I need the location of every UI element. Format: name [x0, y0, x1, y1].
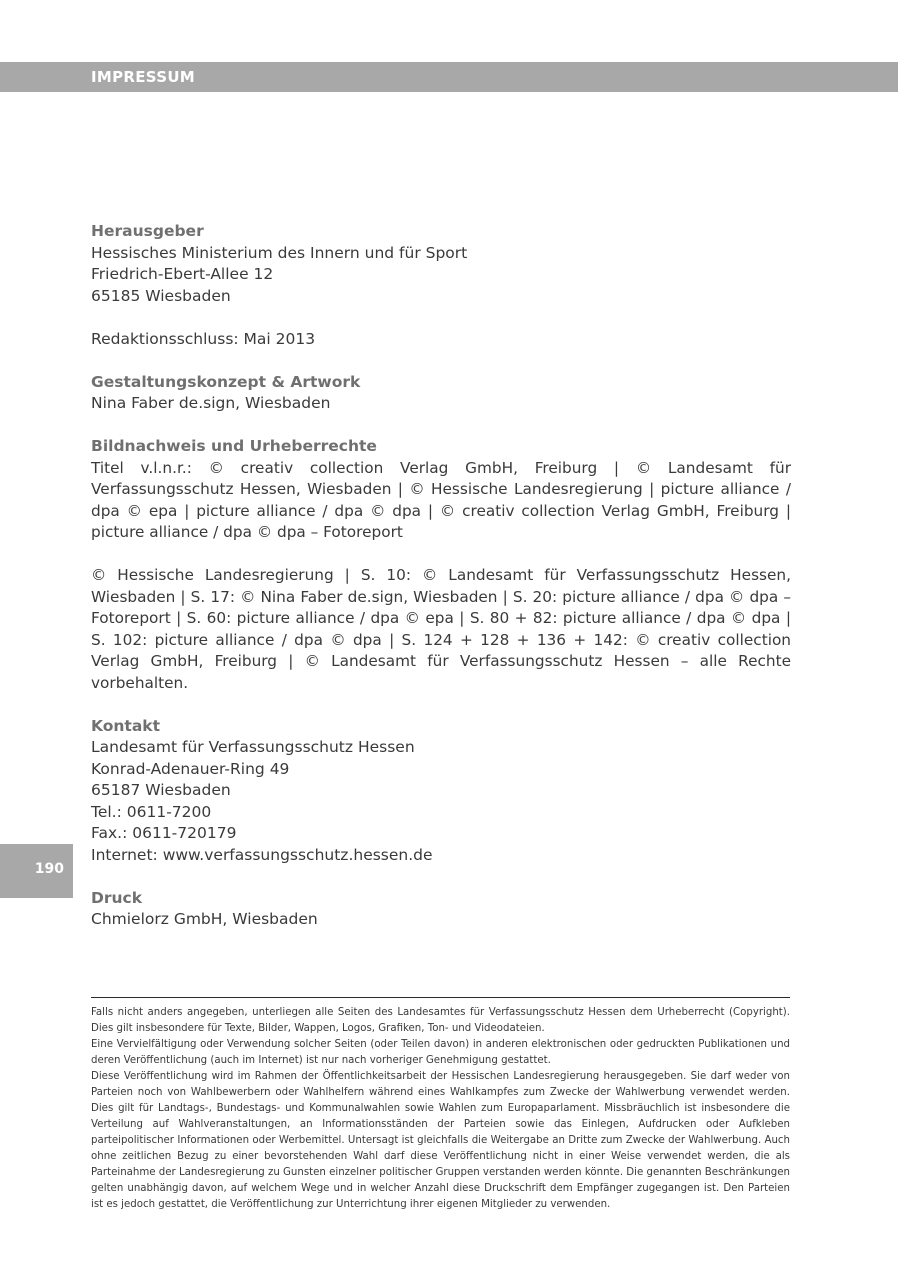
page-number-tab [0, 844, 73, 898]
bildnachweis-block-2 [91, 565, 791, 694]
druck-block [91, 888, 791, 931]
redaktionsschluss-block [91, 329, 791, 351]
herausgeber-label: Herausgeber [91, 222, 204, 240]
bildnachweis-paragraph: © Hessische Landesregierung | S. 10: © Landesamt für Verfassungsschutz Hessen, Wiesbaden | S. 17: © Nina Faber de.sign, Wiesbaden | S. 20: picture alliance / dpa © dpa – Fotoreport | S. 60: picture alliance / dpa © epa | S. 80 + 82: picture alliance / dpa © dpa | S. 102: picture alliance / dpa © dpa | S. 124 + 128 + 136 + 142: © creativ collection Verlag GmbH, Freiburg | © Landesamt für Verfassungsschutz Hessen – alle Rechte vorbehalten. [91, 566, 791, 692]
section-title: IMPRESSUM [91, 68, 196, 86]
bildnachweis-block [91, 436, 791, 544]
section-header-bar [0, 62, 898, 92]
gestaltung-text: Nina Faber de.sign, Wiesbaden [91, 394, 331, 412]
kontakt-website: Internet: www.verfassungsschutz.hessen.de [91, 845, 433, 864]
kontakt-line: 65187 Wiesbaden [91, 781, 231, 799]
bildnachweis-paragraph: Titel v.l.n.r.: © creativ collection Verlag GmbH, Freiburg | © Landesamt für Verfassungsschutz Hessen, Wiesbaden | © Hessische Landesregierung | picture alliance / dpa © epa | picture alliance / dpa © dpa | © creativ collection Verlag GmbH, Freiburg | picture alliance / dpa © dpa – Fotoreport [91, 458, 791, 541]
kontakt-label: Kontakt [91, 716, 161, 735]
druck-text: Chmielorz GmbH, Wiesbaden [91, 910, 318, 928]
footer-paragraph: Falls nicht anders angegeben, unterliegen alle Seiten des Landesamtes für Verfassungsschutz Hessen dem Urheberrecht (Copyright). Dies gilt insbesondere für Texte, Bilder, Wappen, Logos, Grafiken, Ton- und Videodateien. [91, 1007, 790, 1034]
page-number: 190 [34, 861, 64, 877]
gestaltung-label: Gestaltungskonzept & Artwork [91, 372, 361, 391]
footer-paragraph: Diese Veröffentlichung wird im Rahmen der Öffentlichkeitsarbeit der Hessischen Landesregierung herausgegeben. Sie darf weder von Parteien noch von Wahlbewerbern oder Wahlhelfern während eines Wahlkampfes zum Zwecke der Wahlwerbung verwendet werden. Dies gilt für Landtags-, Bundestags- und Kommunalwahlen sowie Wahlen zum Europaparlament. Missbräuchlich ist insbesondere die Verteilung auf Wahlveranstaltungen, an Informationsständen der Parteien sowie das Einlegen, Aufdrucken oder Aufkleben parteipolitischer Informationen oder Werbemittel. Untersagt ist gleichfalls die Weitergabe an Dritte zum Zwecke der Wahlwerbung. Auch ohne zeitlichen Bezug zu einer bevorstehenden Wahl darf diese Veröffentlichung nicht in einer Weise verwendet werden, die als Parteinahme der Landesregierung zu Gunsten einzelner politischer Gruppen verstanden werden könnte. Die genannten Beschränkungen gelten unabhängig davon, auf welchem Wege und in welcher Anzahl diese Druckschrift dem Empfänger zugegangen ist. Den Parteien ist es jedoch gestattet, die Veröffentlichung zur Unterrichtung ihrer eigenen Mitglieder zu verwenden. [91, 1071, 790, 1210]
bildnachweis-label: Bildnachweis und Urheberrechte [91, 437, 377, 455]
kontakt-block [91, 716, 791, 867]
redaktionsschluss-text: Redaktionsschluss: Mai 2013 [91, 329, 316, 348]
footer-paragraph: Eine Vervielfältigung oder Verwendung solcher Seiten (oder Teilen davon) in anderen elektronischen oder gedruckten Publikationen und deren Veröffentlichung (auch im Internet) ist nur nach vorheriger Genehmigung gestattet. [91, 1039, 790, 1066]
druck-label: Druck [91, 888, 143, 907]
kontakt-line: Konrad-Adenauer-Ring 49 [91, 759, 290, 778]
legal-footer [91, 997, 790, 1213]
impressum-content [91, 221, 791, 952]
kontakt-line: Tel.: 0611-7200 [91, 802, 212, 821]
herausgeber-line: Friedrich-Ebert-Allee 12 [91, 265, 274, 283]
herausgeber-line: Hessisches Ministerium des Innern und für Sport [91, 243, 468, 262]
kontakt-line: Landesamt für Verfassungsschutz Hessen [91, 738, 415, 756]
kontakt-line: Fax.: 0611-720179 [91, 824, 237, 842]
herausgeber-line: 65185 Wiesbaden [91, 286, 231, 305]
herausgeber-block [91, 221, 791, 307]
gestaltung-block [91, 372, 791, 415]
